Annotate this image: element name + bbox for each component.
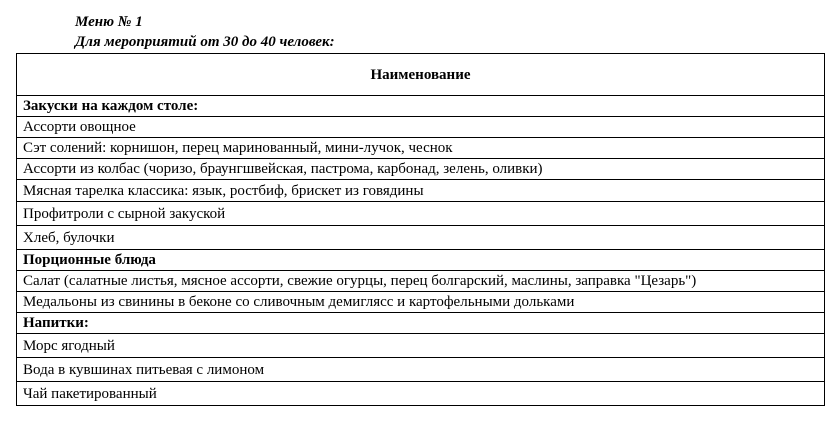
- table-row: [17, 271, 825, 292]
- menu-item: Сэт солений: корнишон, перец маринованный, мини-лучок, чеснок: [17, 138, 825, 159]
- section-title: Закуски на каждом столе:: [17, 96, 825, 117]
- menu-item: Хлеб, булочки: [17, 226, 825, 250]
- table-row: [17, 382, 825, 406]
- table-row: [17, 159, 825, 180]
- table-row: [17, 226, 825, 250]
- table-header-row: [17, 54, 825, 96]
- menu-title: Меню № 1: [75, 14, 143, 30]
- menu-item: Мясная тарелка классика: язык, ростбиф, брискет из говядины: [17, 180, 825, 202]
- menu-item: Салат (салатные листья, мясное ассорти, свежие огурцы, перец болгарский, маслины, заправка "Цезарь"): [17, 271, 825, 292]
- menu-item: Вода в кувшинах питьевая с лимоном: [17, 358, 825, 382]
- table-row: [17, 292, 825, 313]
- table-row: [17, 202, 825, 226]
- menu-item: Ассорти овощное: [17, 117, 825, 138]
- menu-item: Ассорти из колбас (чоризо, браунгшвейская, пастрома, карбонад, зелень, оливки): [17, 159, 825, 180]
- table-row: [17, 334, 825, 358]
- menu-subtitle: Для мероприятий от 30 до 40 человек:: [75, 34, 335, 50]
- menu-item: Профитроли с сырной закуской: [17, 202, 825, 226]
- section-row-portion-dishes: [17, 250, 825, 271]
- column-header: Наименование: [17, 54, 825, 96]
- menu-item: Медальоны из свинины в беконе со сливочным демиглясс и картофельными дольками: [17, 292, 825, 313]
- menu-table: [16, 53, 825, 406]
- table-row: [17, 138, 825, 159]
- section-title: Напитки:: [17, 313, 825, 334]
- table-row: [17, 180, 825, 202]
- section-row-appetizers: [17, 96, 825, 117]
- menu-item: Морс ягодный: [17, 334, 825, 358]
- section-title: Порционные блюда: [17, 250, 825, 271]
- menu-item: Чай пакетированный: [17, 382, 825, 406]
- table-row: [17, 358, 825, 382]
- table-row: [17, 117, 825, 138]
- section-row-drinks: [17, 313, 825, 334]
